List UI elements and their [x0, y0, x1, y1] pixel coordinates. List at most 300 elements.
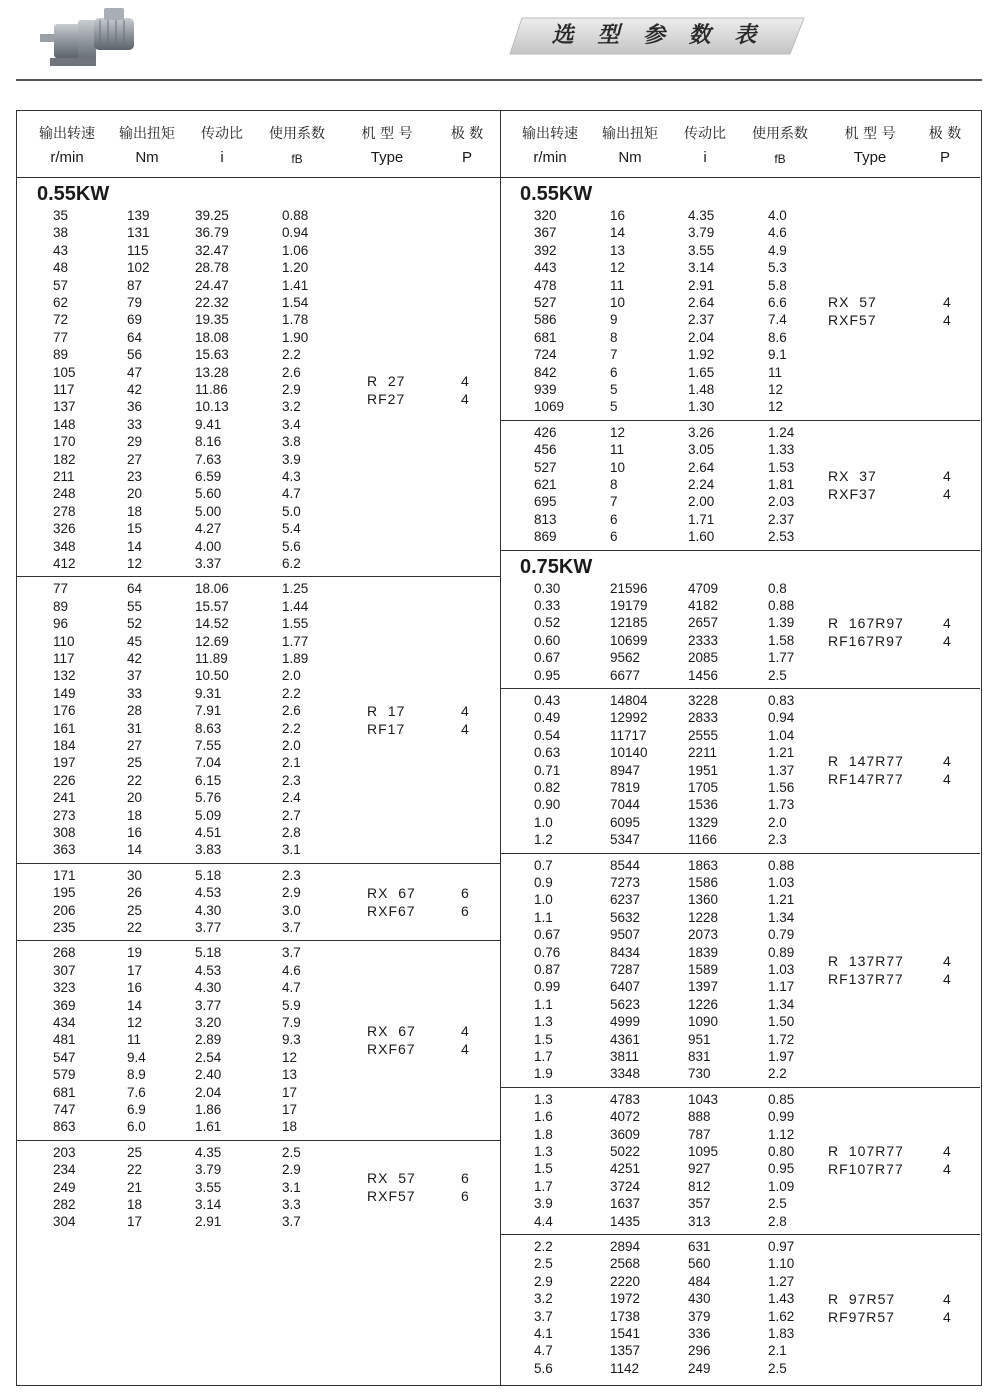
table-row [500, 1178, 980, 1195]
torque-cell: 7.6 [127, 1084, 146, 1100]
table-row [17, 615, 500, 632]
factor-cell: 9.3 [282, 1032, 301, 1048]
ratio-cell: 4.35 [688, 208, 715, 223]
speed-cell: 586 [534, 312, 557, 328]
header-factor-cn: 使用系数 [752, 126, 808, 142]
table-row [500, 1143, 980, 1160]
ratio-cell: 430 [688, 1291, 711, 1307]
torque-cell: 11 [127, 1032, 142, 1048]
factor-cell: 2.9 [282, 382, 301, 397]
table-row [500, 1213, 980, 1230]
model-group [17, 863, 500, 942]
torque-cell: 5623 [610, 996, 641, 1012]
model-type-label: RF147R77 [828, 771, 904, 788]
torque-cell: 20 [127, 486, 143, 502]
ratio-cell: 888 [688, 1109, 711, 1125]
torque-cell: 4783 [610, 1091, 641, 1107]
factor-cell: 18 [282, 1119, 298, 1135]
factor-cell: 0.99 [768, 1109, 795, 1125]
model-group [500, 1087, 980, 1235]
factor-cell: 5.9 [282, 997, 301, 1013]
table-row [500, 476, 980, 493]
ratio-cell: 5.18 [195, 945, 222, 961]
table-row [17, 633, 500, 650]
speed-cell: 747 [53, 1101, 76, 1117]
factor-cell: 1.50 [768, 1014, 795, 1030]
table-row [500, 614, 980, 631]
factor-cell: 1.78 [282, 312, 309, 328]
speed-cell: 117 [53, 650, 75, 666]
ratio-cell: 4.53 [195, 885, 222, 901]
pole-count-value: 6 [461, 1170, 469, 1187]
speed-cell: 4.1 [534, 1326, 553, 1341]
factor-cell: 1.56 [768, 780, 795, 795]
speed-cell: 579 [53, 1067, 76, 1083]
ratio-cell: 2.24 [688, 476, 715, 492]
ratio-cell: 336 [688, 1326, 711, 1341]
ratio-cell: 812 [688, 1178, 711, 1194]
speed-cell: 96 [53, 616, 69, 632]
factor-cell: 1.06 [282, 242, 309, 258]
torque-cell: 7273 [610, 874, 641, 890]
factor-cell: 17 [282, 1084, 298, 1100]
speed-cell: 62 [53, 295, 69, 310]
ratio-cell: 15.57 [195, 598, 229, 614]
ratio-cell: 18.08 [195, 329, 229, 345]
pole-count-value: 4 [943, 771, 951, 788]
speed-cell: 171 [53, 867, 76, 883]
table-row [500, 831, 980, 848]
torque-cell: 33 [127, 416, 143, 432]
torque-cell: 16 [127, 824, 143, 840]
torque-cell: 7819 [610, 780, 641, 795]
ratio-cell: 3.55 [688, 242, 715, 258]
table-row [500, 1013, 980, 1030]
table-row [500, 709, 980, 726]
torque-cell: 8434 [610, 944, 641, 960]
torque-cell: 1435 [610, 1213, 641, 1229]
ratio-cell: 1.60 [688, 529, 715, 545]
page-title: 选 型 参 数 表 [551, 23, 765, 48]
factor-cell: 3.7 [282, 945, 301, 961]
table-row [17, 667, 500, 684]
torque-cell: 1637 [610, 1196, 641, 1212]
ratio-cell: 24.47 [195, 277, 229, 293]
speed-cell: 170 [53, 434, 76, 450]
torque-cell: 15 [127, 521, 143, 537]
torque-cell: 23 [127, 469, 143, 484]
table-row [500, 744, 980, 761]
model-type-label: RF17 [367, 720, 406, 737]
torque-cell: 139 [127, 208, 150, 223]
table-row [17, 1179, 500, 1196]
torque-cell: 3811 [610, 1048, 640, 1064]
ratio-cell: 5.76 [195, 790, 222, 806]
ratio-cell: 4709 [688, 580, 719, 596]
ratio-cell: 631 [688, 1239, 711, 1254]
factor-cell: 4.6 [768, 225, 787, 241]
speed-cell: 0.90 [534, 797, 561, 813]
torque-cell: 20 [127, 790, 143, 806]
table-row [500, 1048, 980, 1065]
header-ratio-cn: 传动比 [684, 126, 726, 142]
speed-cell: 77 [53, 329, 69, 345]
factor-cell: 5.8 [768, 277, 787, 293]
ratio-cell: 4.51 [195, 824, 222, 840]
torque-cell: 14 [127, 997, 143, 1013]
factor-cell: 2.5 [768, 1196, 787, 1212]
ratio-cell: 18.06 [195, 581, 229, 597]
factor-cell: 1.34 [768, 996, 795, 1012]
model-group [500, 853, 980, 1088]
table-row [500, 762, 980, 779]
torque-cell: 64 [127, 329, 143, 345]
ratio-cell: 1043 [688, 1091, 719, 1107]
table-row [17, 398, 500, 415]
model-type-label: RX 57 [367, 1170, 416, 1187]
table-row [500, 459, 980, 476]
torque-cell: 10 [610, 459, 626, 475]
speed-cell: 2.5 [534, 1256, 553, 1272]
speed-cell: 0.33 [534, 597, 561, 613]
factor-cell: 1.72 [768, 1031, 795, 1047]
table-row [500, 1195, 980, 1212]
speed-cell: 434 [53, 1014, 76, 1030]
page-header [0, 0, 1000, 82]
ratio-cell: 3.14 [688, 260, 715, 276]
speed-cell: 863 [53, 1119, 76, 1135]
ratio-cell: 4.30 [195, 902, 222, 918]
model-type-label: RF107R77 [828, 1161, 904, 1178]
table-row [500, 511, 980, 528]
torque-cell: 8 [610, 329, 618, 345]
ratio-cell: 560 [688, 1256, 711, 1272]
table-row [500, 528, 980, 545]
factor-cell: 3.0 [282, 902, 301, 918]
torque-cell: 9.4 [127, 1049, 146, 1065]
speed-cell: 38 [53, 225, 69, 241]
speed-cell: 43 [53, 242, 69, 258]
factor-cell: 2.2 [282, 685, 301, 701]
torque-cell: 6 [610, 364, 618, 380]
factor-cell: 1.03 [768, 874, 795, 890]
factor-cell: 0.83 [768, 693, 795, 708]
factor-cell: 1.89 [282, 650, 309, 666]
table-row [17, 979, 500, 996]
speed-cell: 282 [53, 1196, 76, 1212]
table-row [17, 962, 500, 979]
speed-cell: 320 [534, 208, 557, 223]
table-row [500, 329, 980, 346]
table-row [17, 685, 500, 702]
table-row [17, 650, 500, 667]
right-table-panel [500, 111, 980, 1385]
ratio-cell: 296 [688, 1343, 711, 1359]
table-row [17, 1049, 500, 1066]
torque-cell: 19 [127, 945, 143, 961]
speed-cell: 184 [53, 737, 76, 753]
speed-cell: 547 [53, 1049, 76, 1065]
factor-cell: 0.94 [768, 710, 795, 726]
torque-cell: 2894 [610, 1239, 641, 1254]
pole-count-value: 4 [943, 1143, 951, 1160]
table-row [500, 891, 980, 908]
speed-cell: 1.5 [534, 1031, 553, 1047]
ratio-cell: 7.91 [195, 703, 222, 719]
torque-cell: 10699 [610, 632, 648, 648]
table-row [500, 1065, 980, 1082]
speed-cell: 527 [534, 459, 557, 475]
table-row [17, 503, 500, 520]
torque-cell: 16 [610, 208, 626, 223]
table-row [17, 754, 500, 771]
factor-cell: 2.53 [768, 529, 795, 545]
ratio-cell: 13.28 [195, 364, 229, 380]
speed-cell: 1.8 [534, 1126, 553, 1142]
table-row [500, 364, 980, 381]
factor-cell: 2.8 [768, 1213, 787, 1229]
ratio-cell: 1456 [688, 667, 719, 683]
header-factor-unit: fB [291, 152, 303, 166]
factor-cell: 4.7 [282, 980, 301, 996]
header-pole-cn: 极 数 [450, 126, 484, 142]
ratio-cell: 2211 [688, 745, 718, 761]
table-row [500, 259, 980, 276]
model-group [17, 177, 500, 577]
speed-cell: 1.3 [534, 1091, 553, 1107]
table-row [500, 1255, 980, 1272]
speed-cell: 3.9 [534, 1196, 553, 1212]
model-group [500, 420, 980, 551]
speed-cell: 939 [534, 382, 557, 397]
factor-cell: 8.6 [768, 329, 787, 345]
table-row [500, 692, 980, 709]
speed-cell: 478 [534, 277, 557, 293]
torque-cell: 6237 [610, 892, 641, 908]
ratio-cell: 1863 [688, 857, 719, 873]
header-speed-cn: 输出转速 [39, 126, 95, 142]
speed-cell: 1.1 [534, 909, 553, 925]
table-row [17, 902, 500, 919]
ratio-cell: 7.04 [195, 755, 222, 771]
column-header-row [500, 111, 980, 178]
table-row [17, 807, 500, 824]
table-row [500, 1342, 980, 1359]
ratio-cell: 12.69 [195, 633, 229, 649]
speed-cell: 0.54 [534, 727, 561, 743]
factor-cell: 4.3 [282, 469, 301, 484]
ratio-cell: 1.48 [688, 382, 715, 397]
factor-cell: 17 [282, 1101, 298, 1117]
ratio-cell: 2.04 [688, 329, 715, 345]
table-row [17, 580, 500, 597]
torque-cell: 25 [127, 755, 143, 771]
torque-cell: 1972 [610, 1291, 641, 1307]
ratio-cell: 1166 [688, 832, 718, 848]
header-torque-cn: 输出扭矩 [119, 126, 175, 142]
model-type-label: R 137R77 [828, 952, 904, 969]
table-row [500, 874, 980, 891]
table-row [17, 702, 500, 719]
torque-cell: 52 [127, 616, 143, 632]
torque-cell: 3609 [610, 1126, 641, 1142]
pole-count-value: 4 [461, 372, 469, 389]
table-row [17, 884, 500, 901]
header-pole-cn: 极 数 [928, 126, 962, 142]
torque-cell: 3724 [610, 1178, 641, 1194]
pole-count-value: 4 [943, 753, 951, 770]
torque-cell: 6095 [610, 814, 641, 830]
factor-cell: 0.88 [768, 597, 795, 613]
ratio-cell: 3.79 [688, 225, 715, 241]
speed-cell: 5.6 [534, 1360, 553, 1376]
table-row [17, 451, 500, 468]
factor-cell: 2.3 [282, 772, 301, 788]
ratio-cell: 787 [688, 1126, 711, 1142]
table-row [17, 1161, 500, 1178]
table-row [500, 1360, 980, 1377]
ratio-cell: 2.37 [688, 312, 715, 328]
speed-cell: 234 [53, 1162, 76, 1178]
ratio-cell: 4.53 [195, 962, 222, 978]
ratio-cell: 32.47 [195, 242, 229, 258]
factor-cell: 12 [768, 382, 784, 397]
table-row [500, 381, 980, 398]
ratio-cell: 2.54 [195, 1049, 222, 1065]
factor-cell: 1.21 [768, 745, 795, 761]
factor-cell: 1.25 [282, 581, 309, 597]
ratio-cell: 2.64 [688, 459, 715, 475]
factor-cell: 1.12 [768, 1126, 795, 1142]
torque-cell: 4251 [610, 1161, 641, 1177]
speed-cell: 137 [53, 399, 76, 415]
torque-cell: 1357 [610, 1343, 641, 1359]
table-row [500, 1325, 980, 1342]
model-type-label: RXF37 [828, 485, 877, 502]
model-type-label: RXF57 [828, 312, 877, 329]
header-divider [16, 79, 982, 81]
factor-cell: 2.2 [282, 720, 301, 736]
torque-cell: 27 [127, 451, 143, 467]
torque-cell: 6.0 [127, 1119, 146, 1135]
torque-cell: 6407 [610, 979, 641, 995]
table-row [500, 597, 980, 614]
factor-cell: 1.41 [282, 277, 309, 293]
table-row [500, 424, 980, 441]
ratio-cell: 8.16 [195, 434, 222, 450]
speed-cell: 304 [53, 1214, 76, 1230]
factor-cell: 1.10 [768, 1256, 795, 1272]
ratio-cell: 7.63 [195, 451, 222, 467]
factor-cell: 2.2 [282, 347, 301, 363]
torque-cell: 12185 [610, 615, 648, 631]
pole-count-value: 6 [461, 884, 469, 901]
torque-cell: 12 [610, 424, 626, 440]
factor-cell: 3.9 [282, 451, 301, 467]
table-row [17, 1031, 500, 1048]
torque-cell: 5 [610, 382, 618, 397]
model-type-label: RF27 [367, 390, 406, 407]
torque-cell: 8544 [610, 857, 641, 873]
ratio-cell: 10.13 [195, 399, 229, 415]
torque-cell: 9562 [610, 650, 641, 666]
factor-cell: 1.04 [768, 727, 795, 743]
factor-cell: 4.7 [282, 486, 301, 502]
torque-cell: 7 [610, 347, 618, 363]
factor-cell: 2.9 [282, 885, 301, 901]
pole-count-value: 6 [461, 1188, 469, 1205]
factor-cell: 2.1 [768, 1343, 787, 1359]
speed-cell: 182 [53, 451, 76, 467]
table-row [500, 857, 980, 874]
factor-cell: 1.77 [282, 633, 309, 649]
model-group [17, 1140, 500, 1235]
speed-cell: 4.4 [534, 1213, 553, 1229]
ratio-cell: 1095 [688, 1143, 719, 1159]
speed-cell: 235 [53, 919, 76, 935]
ratio-cell: 4.30 [195, 980, 222, 996]
ratio-cell: 11.86 [195, 382, 228, 397]
torque-cell: 4361 [610, 1031, 641, 1047]
table-row [500, 311, 980, 328]
ratio-cell: 3.79 [195, 1162, 222, 1178]
model-type-label: RX 37 [828, 467, 877, 484]
factor-cell: 1.03 [768, 961, 795, 977]
model-group [500, 1234, 980, 1381]
torque-cell: 2220 [610, 1273, 641, 1289]
factor-cell: 0.85 [768, 1091, 795, 1107]
pole-count-value: 4 [943, 312, 951, 329]
ratio-cell: 4.00 [195, 538, 222, 554]
ratio-cell: 3.05 [688, 442, 715, 458]
torque-cell: 8.9 [127, 1067, 146, 1083]
speed-cell: 0.82 [534, 780, 561, 795]
ratio-cell: 3.14 [195, 1196, 222, 1212]
torque-cell: 42 [127, 382, 143, 397]
factor-cell: 13 [282, 1067, 298, 1083]
table-row [500, 1031, 980, 1048]
factor-cell: 0.88 [768, 857, 795, 873]
speed-cell: 0.87 [534, 961, 561, 977]
speed-cell: 1.7 [534, 1178, 553, 1194]
speed-cell: 813 [534, 511, 557, 527]
table-row [17, 346, 500, 363]
factor-cell: 2.5 [768, 1360, 787, 1376]
table-row [500, 1108, 980, 1125]
torque-cell: 16 [127, 980, 143, 996]
table-row [17, 520, 500, 537]
header-ratio-unit: i [703, 149, 707, 166]
table-row [17, 555, 500, 572]
factor-cell: 5.4 [282, 521, 301, 537]
header-pole-unit: P [939, 149, 950, 166]
speed-cell: 249 [53, 1179, 76, 1195]
ratio-cell: 10.50 [195, 668, 229, 684]
table-row [500, 961, 980, 978]
gear-motor-image [38, 4, 138, 70]
ratio-cell: 2.91 [195, 1214, 222, 1230]
speed-cell: 348 [53, 538, 76, 554]
ratio-cell: 2085 [688, 650, 719, 666]
torque-cell: 36 [127, 399, 143, 415]
table-row [17, 311, 500, 328]
table-row [17, 416, 500, 433]
torque-cell: 25 [127, 1144, 143, 1160]
ratio-cell: 1090 [688, 1014, 719, 1030]
ratio-cell: 3.26 [688, 424, 715, 440]
factor-cell: 2.0 [282, 668, 301, 684]
table-row [17, 294, 500, 311]
